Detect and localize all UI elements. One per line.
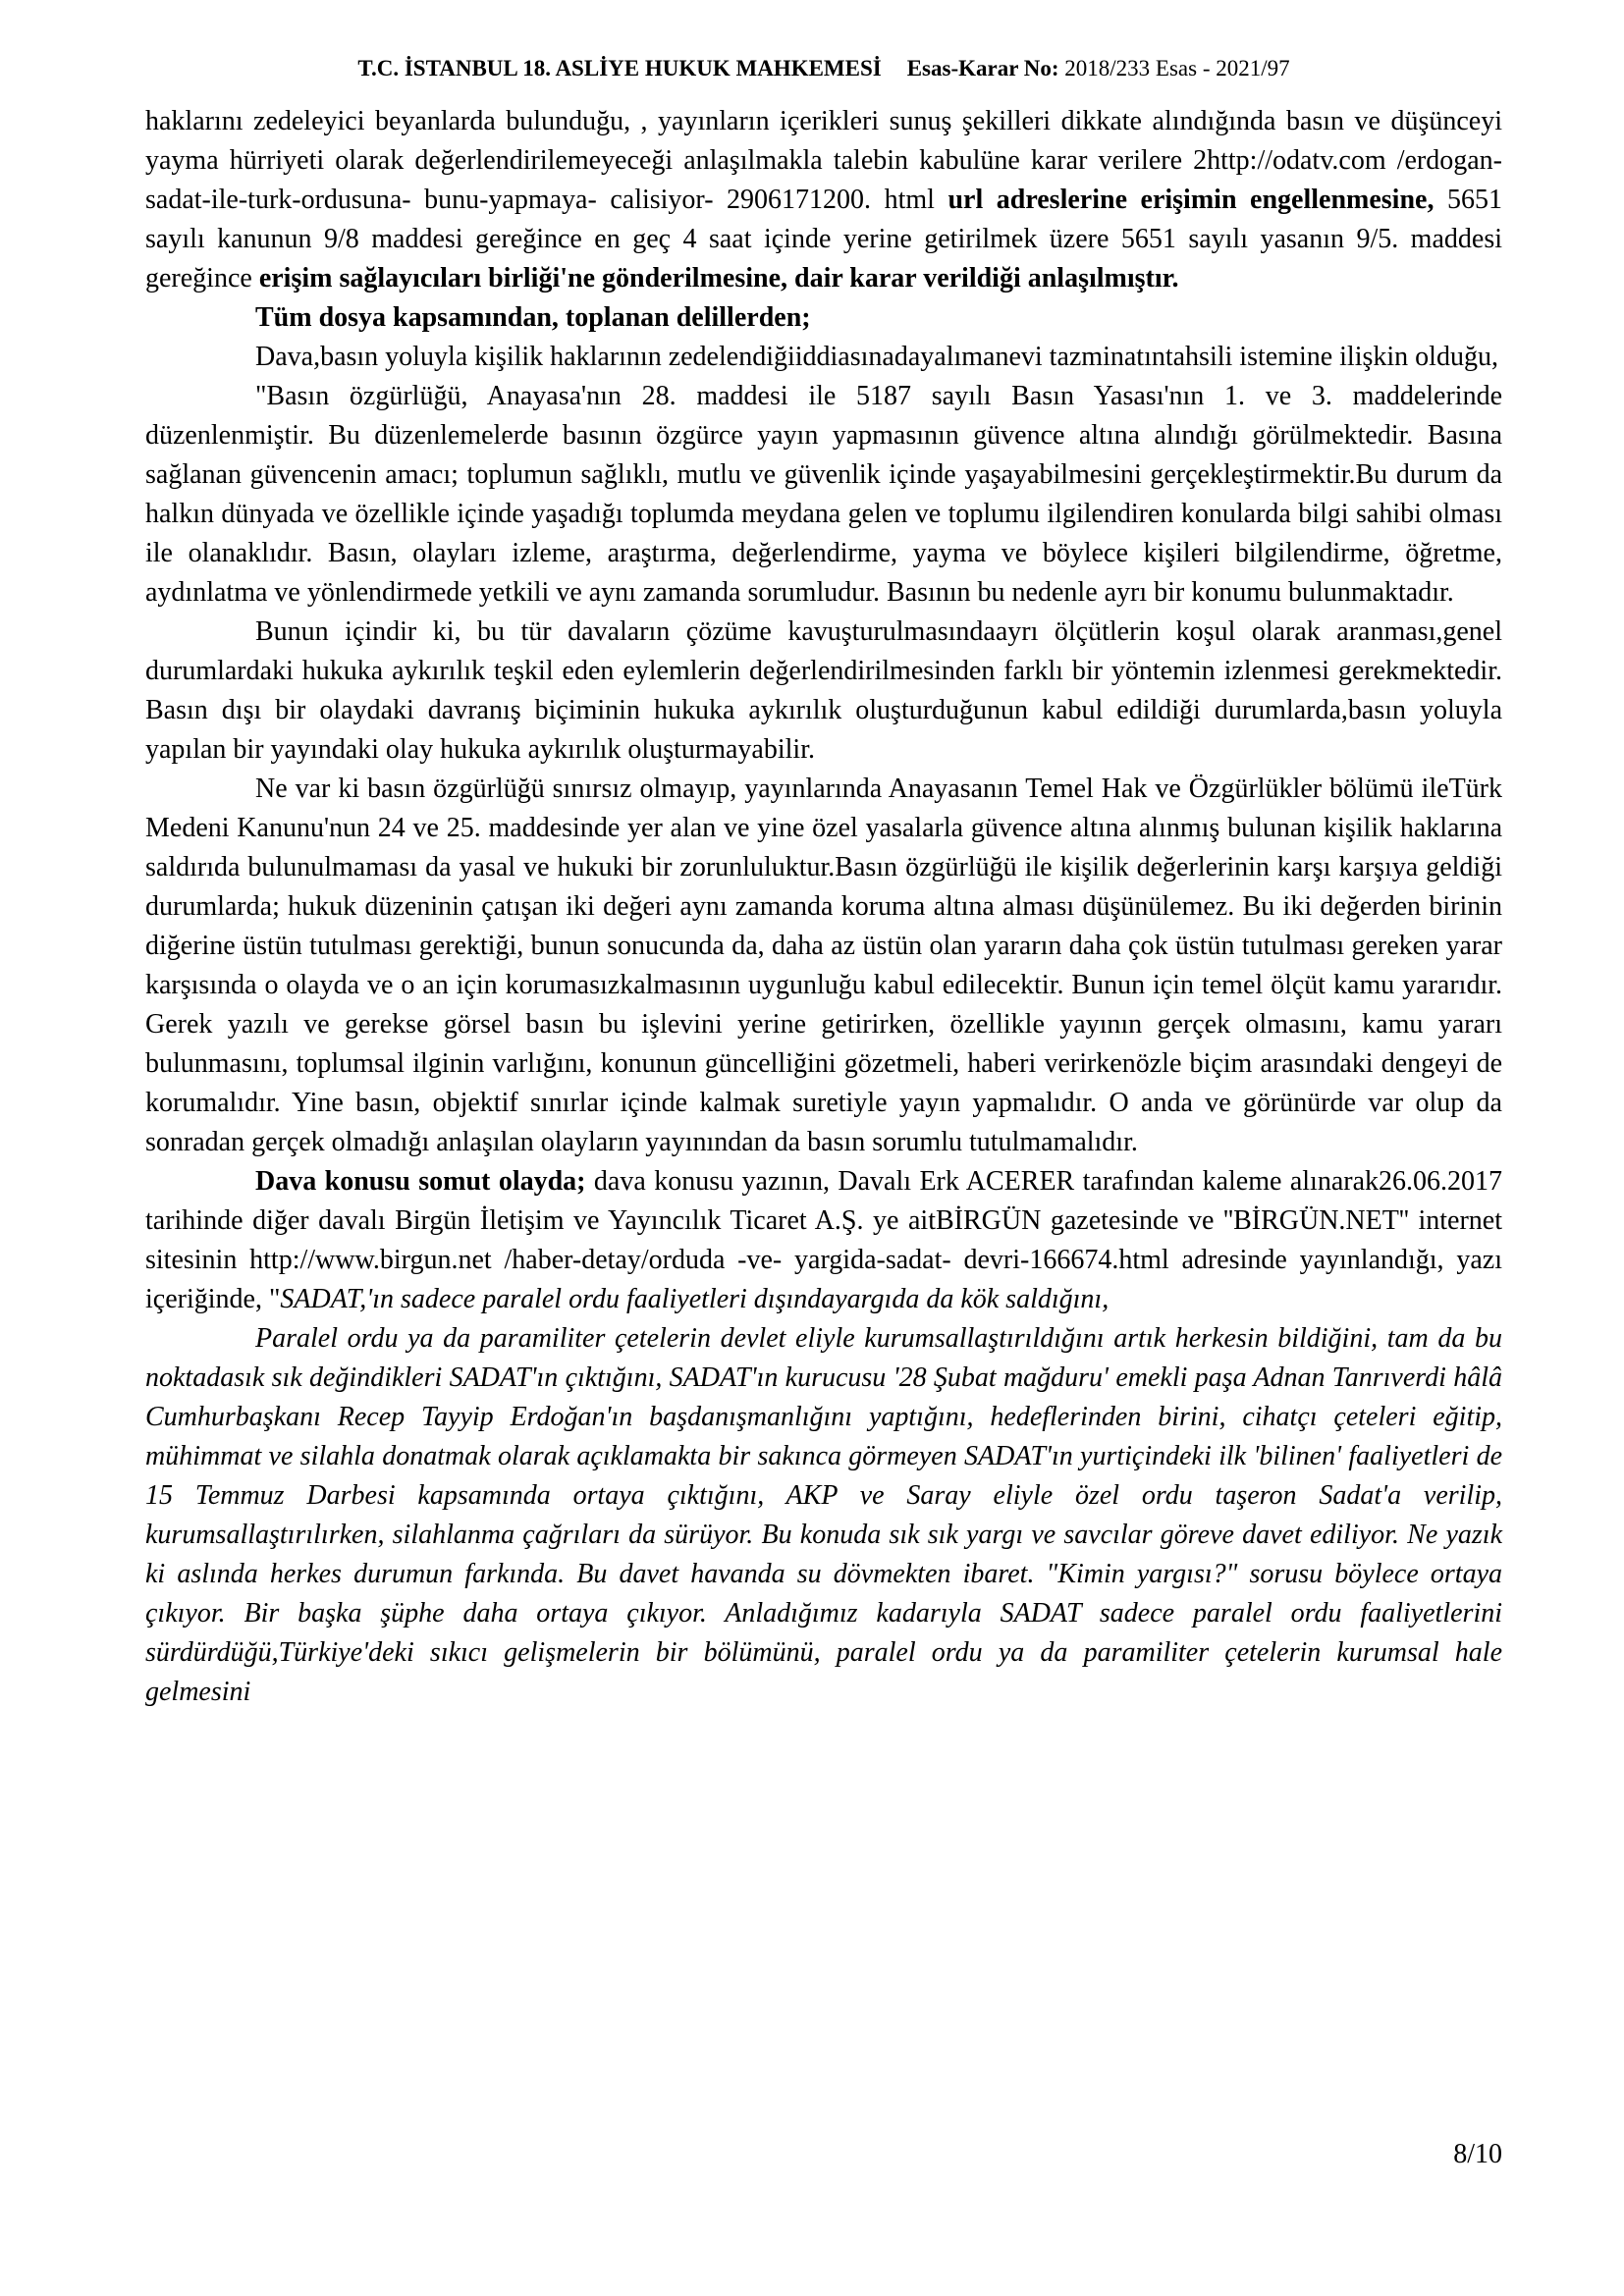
case-number-value: 2018/233 Esas - 2021/97 <box>1064 56 1290 80</box>
paragraph <box>145 102 1502 298</box>
text-segment: dava konusu yazının, Davalı Erk ACERER tarafından kaleme alınarak26.06.2017 tarihinde diğer davalı Birgün İletişim ve Yayıncılık Ticaret A.Ş. ye aitBİRGÜN gazetesinde ve ''BİRGÜN.NET'' internet sitesinin http://www.birgun.net /haber-detay/orduda -ve- yargida-sadat- devri-166674.html adresinde yayınlandığı, yazı içeriğinde, " <box>145 1166 1503 1314</box>
paragraph <box>145 770 1502 1162</box>
text-segment: Tüm dosya kapsamından, toplanan delillerden; <box>255 302 811 333</box>
text-segment: haklarını zedeleyici beyanlarda bulunduğu, , yayınların içerikleri sunuş şekilleri dikkate alındığında basın ve düşünceyi yayma hürriyeti olarak değerlendirilemeyeceği anlaşılmakla talebin kabulüne karar verilere 2http://odatv.com /erdogan-sadat-ile-turk-ordusuna- bunu-yapmaya- calisiyor- 2906171200. html <box>145 106 1502 215</box>
paragraph <box>145 338 1502 377</box>
case-number-label: Esas-Karar No: <box>906 56 1059 80</box>
paragraph <box>145 613 1502 770</box>
text-segment: Dava,basın yoluyla kişilik haklarının zedelendiğiiddiasınadayalımanevi tazminatıntahsili istemine ilişkin olduğu, <box>255 342 1498 372</box>
paragraph <box>145 377 1502 613</box>
text-segment: 5651 sayılı kanunun 9/8 maddesi gereğince en geç 4 saat içinde yerine getirilmek üzere 5651 sayılı yasanın 9/5. maddesi gereğince <box>145 185 1502 294</box>
paragraph <box>145 1319 1502 1712</box>
document-body <box>145 102 1502 1712</box>
text-segment: erişim sağlayıcıları birliği'ne gönderilmesine, dair karar verildiği anlaşılmıştır. <box>258 263 1179 294</box>
text-segment: Dava konusu somut olayda; <box>255 1166 586 1197</box>
paragraph <box>145 298 1502 338</box>
document-header <box>145 55 1502 82</box>
text-segment: url adreslerine erişimin engellenmesine, <box>947 185 1435 215</box>
page-number: 8/10 <box>1453 2139 1502 2169</box>
text-segment: "Basın özgürlüğü, Anayasa'nın 28. maddesi ile 5187 sayılı Basın Yasası'nın 1. ve 3. maddelerinde düzenlenmiştir. Bu düzenlemelerde basının özgürce yayın yapmasının güvence altına alındığı görülmektedir. Basına sağlanan güvencenin amacı; toplumun sağlıklı, mutlu ve güvenlik içinde yaşayabilmesini gerçekleştirmektir.Bu durum da halkın dünyada ve özellikle içinde yaşadığı toplumda meydana gelen ve toplumu ilgilendiren konularda bilgi sahibi olması ile olanaklıdır. Basın, olayları izleme, araştırma, değerlendirme, yayma ve böylece kişileri bilgilendirme, öğretme, aydınlatma ve yönlendirmede yetkili ve aynı zamanda sorumludur. Basının bu nedenle ayrı bir konumu bulunmaktadır. <box>145 381 1502 608</box>
text-segment: Paralel ordu ya da paramiliter çetelerin devlet eliyle kurumsallaştırıldığını artık herkesin bildiğini, tam da bu noktadasık sık değindikleri SADAT'ın çıktığını, SADAT'ın kurucusu '28 Şubat mağduru' emekli paşa Adnan Tanrıverdi hâlâ Cumhurbaşkanı Recep Tayyip Erdoğan'ın başdanışmanlığını yaptığını, hedeflerinden birini, cihatçı çeteleri eğitip, mühimmat ve silahla donatmak olarak açıklamakta bir sakınca görmeyen SADAT'ın yurtiçindeki ilk 'bilinen' faaliyetleri de 15 Temmuz Darbesi kapsamında ortaya çıktığını, AKP ve Saray eliyle özel ordu taşeron Sadat'a verilip, kurumsallaştırılırken, silahlanma çağrıları da sürüyor. Bu konuda sık sık yargı ve savcılar göreve davet ediliyor. Ne yazık ki aslında herkes durumun farkında. Bu davet havanda su dövmekten ibaret. "Kimin yargısı?" sorusu böylece ortaya çıkıyor. Bir başka şüphe daha ortaya çıkıyor. Anladığımız kadarıyla SADAT sadece paralel ordu faaliyetlerini sürdürdüğü,Türkiye'deki sıkıcı gelişmelerin bir bölümünü, paralel ordu ya da paramiliter çetelerin kurumsal hale gelmesini <box>145 1323 1502 1707</box>
court-title: T.C. İSTANBUL 18. ASLİYE HUKUK MAHKEMESİ <box>357 56 882 80</box>
paragraph <box>145 1162 1502 1319</box>
text-segment: Bunun içindir ki, bu tür davaların çözüme kavuşturulmasındaayrı ölçütlerin koşul olarak aranması,genel durumlardaki hukuka aykırılık teşkil eden eylemlerin değerlendirilmesinden farklı bir yöntemin izlenmesi gerekmektedir. Basın dışı bir olaydaki davranış biçiminin hukuka aykırılık oluşturduğunun kabul edildiği durumlarda,basın yoluyla yapılan bir yayındaki olay hukuka aykırılık oluşturmayabilir. <box>145 616 1502 765</box>
text-segment: Ne var ki basın özgürlüğü sınırsız olmayıp, yayınlarında Anayasanın Temel Hak ve Özgürlükler bölümü ileTürk Medeni Kanunu'nun 24 ve 25. maddesinde yer alan ve yine özel yasalarla güvence altına alınmış bulunan kişilik haklarına saldırıda bulunulmaması da yasal ve hukuki bir zorunluluktur.Basın özgürlüğü ile kişilik değerlerinin karşı karşıya geldiği durumlarda; hukuk düzeninin çatışan iki değeri aynı zamanda koruma altına alması düşünülemez. Bu iki değerden birinin diğerine üstün tutulması gerektiği, bunun sonucunda da, daha az üstün olan yararın daha çok üstün tutulması gereken yarar karşısında o olayda ve o an için korumasızkalmasının uygunluğu kabul edilecektir. Bunun için temel ölçüt kamu yararıdır. Gerek yazılı ve gerekse görsel basın bu işlevini yerine getirirken, özellikle yayının gerçek olmasını, kamu yararı bulunmasını, toplumsal ilginin varlığını, konunun güncelliğini gözetmeli, haberi verirkenözle biçim arasındaki dengeyi de korumalıdır. Yine basın, objektif sınırlar içinde kalmak suretiyle yayın yapmalıdır. O anda ve görünürde var olup da sonradan gerçek olmadığı anlaşılan olayların yayınından da basın sorumlu tutulmamalıdır. <box>145 774 1502 1157</box>
text-segment: SADAT,'ın sadece paralel ordu faaliyetleri dışındayargıda da kök saldığını, <box>280 1284 1110 1314</box>
